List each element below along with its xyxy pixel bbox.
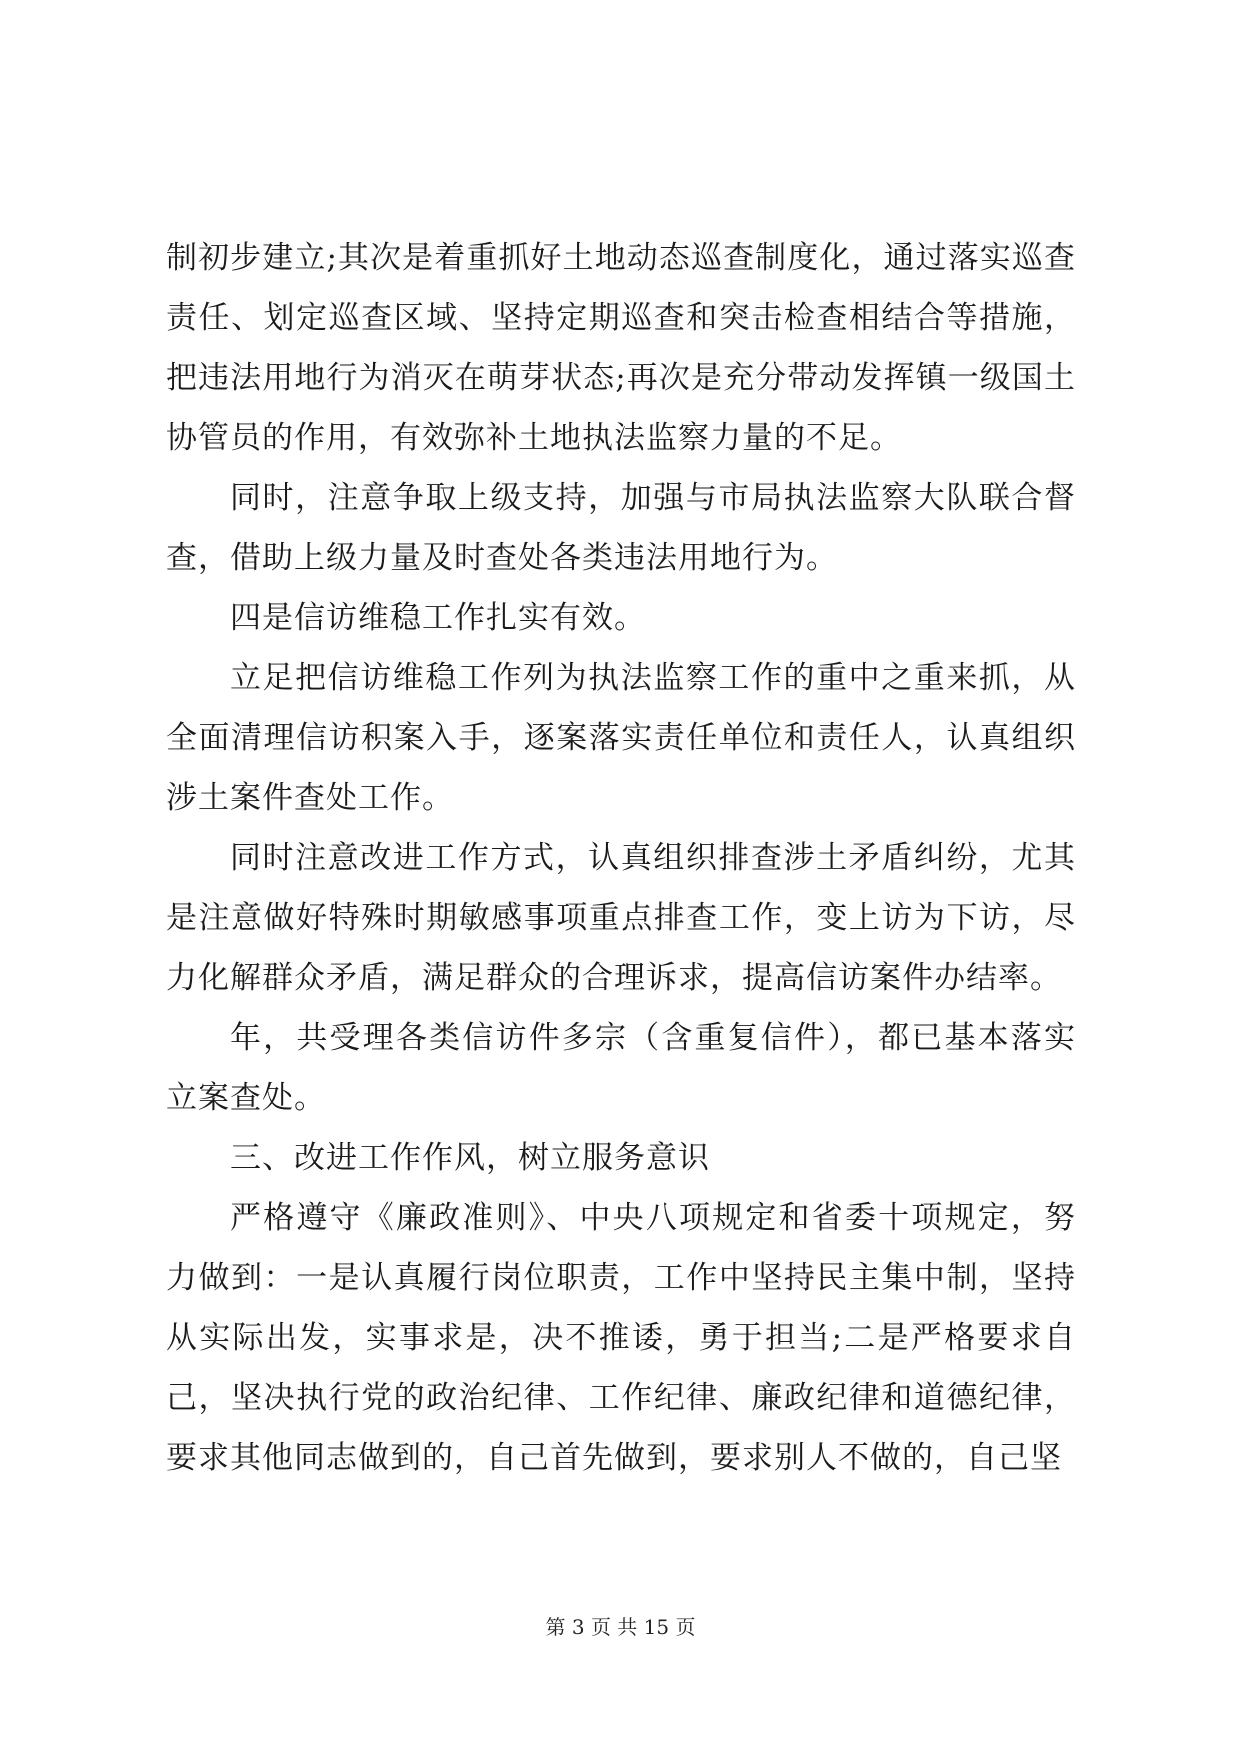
section-heading: 三、改进工作作风，树立服务意识: [230, 1140, 710, 1176]
paragraph-6: 年，共受理各类信访件多宗（含重复信件），都已基本落实立案查处。: [166, 1020, 1076, 1116]
body-text: [166, 228, 1076, 1488]
paragraph-2: 同时，注意争取上级支持，加强与市局执法监察大队联合督查，借助上级力量及时查处各类违法用地行为。: [166, 480, 1076, 576]
paragraph-5: 同时注意改进工作方式，认真组织排查涉土矛盾纠纷，尤其是注意做好特殊时期敏感事项重点排查工作，变上访为下访，尽力化解群众矛盾，满足群众的合理诉求，提高信访案件办结率。: [166, 840, 1076, 996]
page-footer: 第 3 页 共 15 页: [545, 1615, 696, 1639]
paragraph-3: 四是信访维稳工作扎实有效。: [230, 600, 646, 636]
paragraph-8: 严格遵守《廉政准则》、中央八项规定和省委十项规定，努力做到：一是认真履行岗位职责，工作中坚持民主集中制，坚持从实际出发，实事求是，决不推诿，勇于担当;二是严格要求自己，坚决执行党的政治纪律、工作纪律、廉政纪律和道德纪律，要求其他同志做到的，自己首先做到，要求别人不做的，自己坚: [166, 1200, 1076, 1476]
paragraph-1: 制初步建立;其次是着重抓好土地动态巡查制度化，通过落实巡查责任、划定巡查区域、坚持定期巡查和突击检查相结合等措施，把违法用地行为消灭在萌芽状态;再次是充分带动发挥镇一级国土协管员的作用，有效弥补土地执法监察力量的不足。: [166, 240, 1076, 456]
paragraph-4: 立足把信访维稳工作列为执法监察工作的重中之重来抓，从全面清理信访积案入手，逐案落实责任单位和责任人，认真组织涉土案件查处工作。: [166, 660, 1076, 816]
